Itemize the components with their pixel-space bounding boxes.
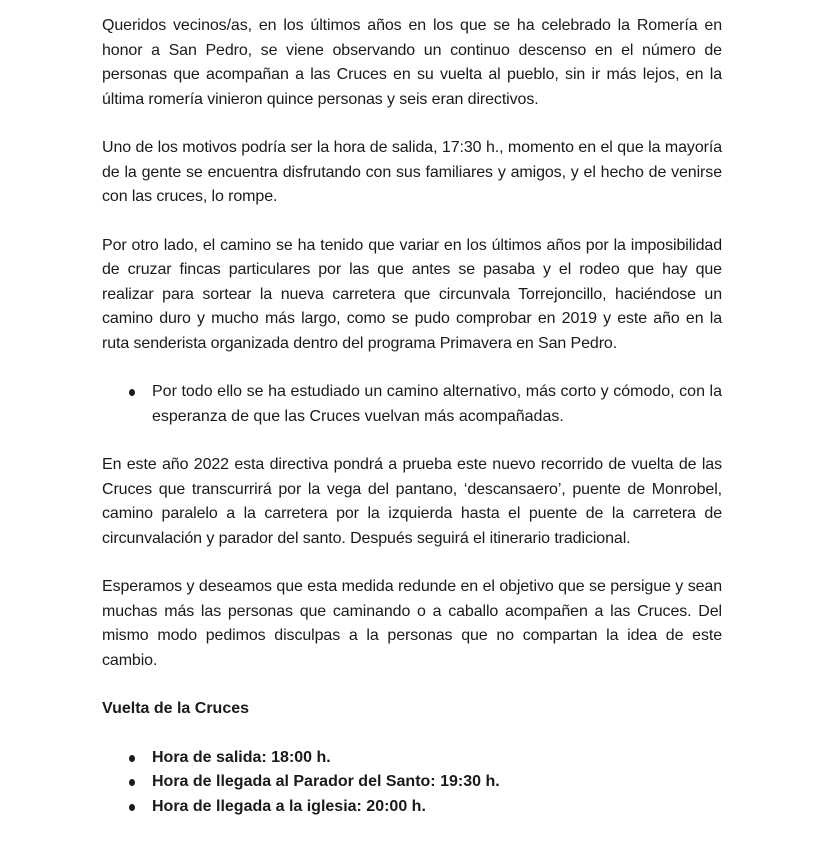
paragraph-closing: Esperamos y deseamos que esta medida redunde en el objetivo que se persigue y sean muchas más las personas que caminando o a caballo acompañen a las Cruces. Del mismo modo pedimos disculpas a la personas que no compartan la idea de este cambio. (102, 578, 722, 669)
paragraph-new-route: En este año 2022 esta directiva pondrá a prueba este nuevo recorrido de vuelta de las Cruces que transcurrirá por la vega del pantano, ‘descansaero’, puente de Monrobel, camino paralelo a la carretera por la izquierda hasta el puente de la carretera de circunvalación y parador del santo. Después seguirá el itinerario tradicional. (102, 456, 722, 547)
schedule-item-church-arrival: Hora de llegada a la iglesia: 20:00 h. (102, 795, 722, 820)
paragraph-motives: Uno de los motivos podría ser la hora de salida, 17:30 h., momento en el que la mayoría de la gente se encuentra disfrutando con sus familiares y amigos, y el hecho de venirse con las cruces, lo rompe. (102, 139, 722, 205)
bullet-list-alternative (102, 380, 722, 429)
schedule-item-parador-arrival: Hora de llegada al Parador del Santo: 19:30 h. (102, 770, 722, 795)
schedule-item-departure: Hora de salida: 18:00 h. (102, 746, 722, 771)
section-heading: Vuelta de la Cruces (102, 700, 250, 717)
document-page (102, 10, 722, 843)
paragraph-intro: Queridos vecinos/as, en los últimos años en los que se ha celebrado la Romería en honor a San Pedro, se viene observando un continuo descenso en el número de personas que acompañan a las Cruces en su vuelta al pueblo, sin ir más lejos, en la última romería vinieron quince personas y seis eran directivos. (102, 17, 722, 108)
paragraph-route-change: Por otro lado, el camino se ha tenido que variar en los últimos años por la imposibilidad de cruzar fincas particulares por las que antes se pasaba y el rodeo que hay que realizar para sortear la nueva carretera que circunvala Torrejoncillo, haciéndose un camino duro y mucho más largo, como se pudo comprobar en 2019 y este año en la ruta senderista organizada dentro del programa Primavera en San Pedro. (102, 236, 722, 352)
schedule-list (102, 746, 722, 820)
bullet-item-alternative-route: Por todo ello se ha estudiado un camino alternativo, más corto y cómodo, con la esperanza de que las Cruces vuelvan más acompañadas. (102, 380, 722, 429)
